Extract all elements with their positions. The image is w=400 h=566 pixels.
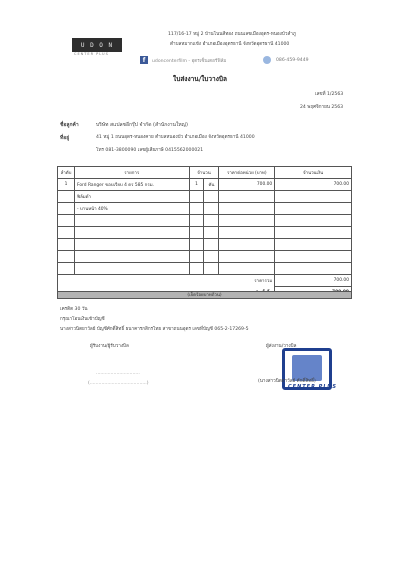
cell-unit — [204, 251, 219, 263]
cell-unit — [204, 227, 219, 239]
cell-unit — [204, 215, 219, 227]
header-amount: จำนวนเงิน — [275, 167, 352, 179]
cell-qty — [189, 227, 204, 239]
table-row — [58, 179, 352, 191]
cell-qty — [189, 203, 204, 215]
cell-amount — [275, 203, 352, 215]
customer-address: 41 หมู่ 1 ถนนอุดร-หนองคาย ตำบลหนองบัว อำเภอเมือง จังหวัดอุดรธานี 41000 — [96, 135, 255, 140]
cell-amount — [275, 263, 352, 275]
facebook-name: udoncenterfilm - อุดรเซ็นเตอร์ฟิล์ม — [152, 59, 227, 64]
company-address-line2: ตำบลหมากแข้ง อำเภอเมืองอุดรธานี จังหวัดอุดรธานี 41000 — [170, 42, 290, 47]
cell-item: ฟิล์มดำ — [74, 191, 189, 203]
cell-unit-price — [219, 263, 275, 275]
transfer-note: กรุณาโอนเงินเข้าบัญชี — [60, 317, 105, 322]
document-number: เลขที่ 1/2563 — [315, 92, 344, 97]
company-logo: U D O N — [72, 38, 122, 52]
table-row — [58, 251, 352, 263]
sender-label: ผู้ส่งงาน/วางบิล — [266, 344, 297, 349]
table-row — [58, 191, 352, 203]
header-no: ลำดับ — [58, 167, 75, 179]
cell-unit — [204, 239, 219, 251]
cell-item — [74, 239, 189, 251]
cell-amount — [275, 251, 352, 263]
cell-no — [58, 251, 75, 263]
customer-contact: โทร 081-3800090 เลขผู้เสียภาษี 0415562000021 — [96, 148, 204, 153]
cell-item — [74, 263, 189, 275]
cell-item — [74, 251, 189, 263]
cell-no — [58, 227, 75, 239]
header-item: รายการ — [74, 167, 189, 179]
cell-unit — [204, 263, 219, 275]
cell-unit-price — [219, 191, 275, 203]
cell-qty: 1 — [189, 179, 204, 191]
table-row — [58, 227, 352, 239]
amount-in-words: (เจ็ดร้อยบาทถ้วน) — [57, 291, 352, 299]
cell-no — [58, 239, 75, 251]
sender-name: (นางสาวนิตยาวัลย์ ศักดิ์สิทธิ์) — [258, 379, 316, 384]
subtotal-label: ราคารวม — [58, 275, 275, 287]
cell-unit-price — [219, 215, 275, 227]
cell-amount — [275, 227, 352, 239]
cell-qty — [189, 263, 204, 275]
cell-amount — [275, 191, 352, 203]
table-row — [58, 263, 352, 275]
customer-address-label: ที่อยู่ — [60, 135, 70, 141]
cell-unit — [204, 191, 219, 203]
subtotal-value: 700.00 — [275, 275, 352, 287]
receiver-label: ผู้รับงาน/ผู้รับวางบิล — [90, 344, 129, 349]
document-date: 24 พฤศจิกายน 2563 — [300, 105, 344, 110]
header-unit-price: ราคาต่อหน่วย (บาท) — [219, 167, 275, 179]
cell-no — [58, 203, 75, 215]
cell-qty — [189, 251, 204, 263]
customer-name: บริษัท สแปลชอีกรุ๊ป จำกัด (สำนักงานใหญ่) — [96, 122, 188, 128]
cell-no — [58, 191, 75, 203]
company-address-line1: 117/16-17 หมู่ 2 บ้านโนนสีทอง ถนนเลขเมืองอุดร-หนองบัวลำภู — [168, 32, 296, 37]
cell-qty — [189, 191, 204, 203]
cell-item — [74, 227, 189, 239]
cell-amount: 700.00 — [275, 179, 352, 191]
cell-qty — [189, 239, 204, 251]
table-header-row — [58, 167, 352, 179]
cell-no — [58, 263, 75, 275]
cell-qty — [189, 215, 204, 227]
document-title: ใบส่งงาน/ใบวางบิล — [173, 75, 227, 83]
table-row — [58, 239, 352, 251]
cell-unit-price: 700.00 — [219, 179, 275, 191]
phone-icon — [263, 56, 271, 64]
stamp-text: CENTER PLUS — [288, 384, 337, 390]
receiver-name-line: (.......................................) — [88, 381, 149, 386]
cell-amount — [275, 239, 352, 251]
table-row — [58, 215, 352, 227]
table-row — [58, 203, 352, 215]
cell-amount — [275, 215, 352, 227]
cell-unit-price — [219, 239, 275, 251]
cell-item: - บานหน้า 40% — [74, 203, 189, 215]
bank-details: นางสาวนิตยาวัลย์ บัญชีศักดิ์สิทธิ์ ธนาคารกสิกรไทย สาขาถนนอุดร เลขที่บัญชี 065-2-17269-5 — [60, 327, 249, 332]
cell-item: Ford Ranger ขอบเรียบ 4 ดร 585 กรม. — [74, 179, 189, 191]
cell-unit — [204, 203, 219, 215]
facebook-icon: f — [140, 56, 148, 64]
logo-subtitle: CENTER PLUS — [74, 52, 109, 56]
items-table — [57, 166, 352, 299]
credit-terms: เครดิต 30 วัน — [60, 307, 88, 312]
receiver-signature-line: .............................. — [96, 371, 140, 376]
header-qty: จำนวน — [189, 167, 219, 179]
cell-item — [74, 215, 189, 227]
cell-unit: คัน — [204, 179, 219, 191]
subtotal-row — [58, 275, 352, 287]
company-phone: 086-459-9449 — [276, 58, 309, 63]
cell-no — [58, 215, 75, 227]
cell-unit-price — [219, 251, 275, 263]
cell-unit-price — [219, 227, 275, 239]
customer-name-label: ชื่อลูกค้า — [60, 122, 79, 128]
cell-no: 1 — [58, 179, 75, 191]
cell-unit-price — [219, 203, 275, 215]
